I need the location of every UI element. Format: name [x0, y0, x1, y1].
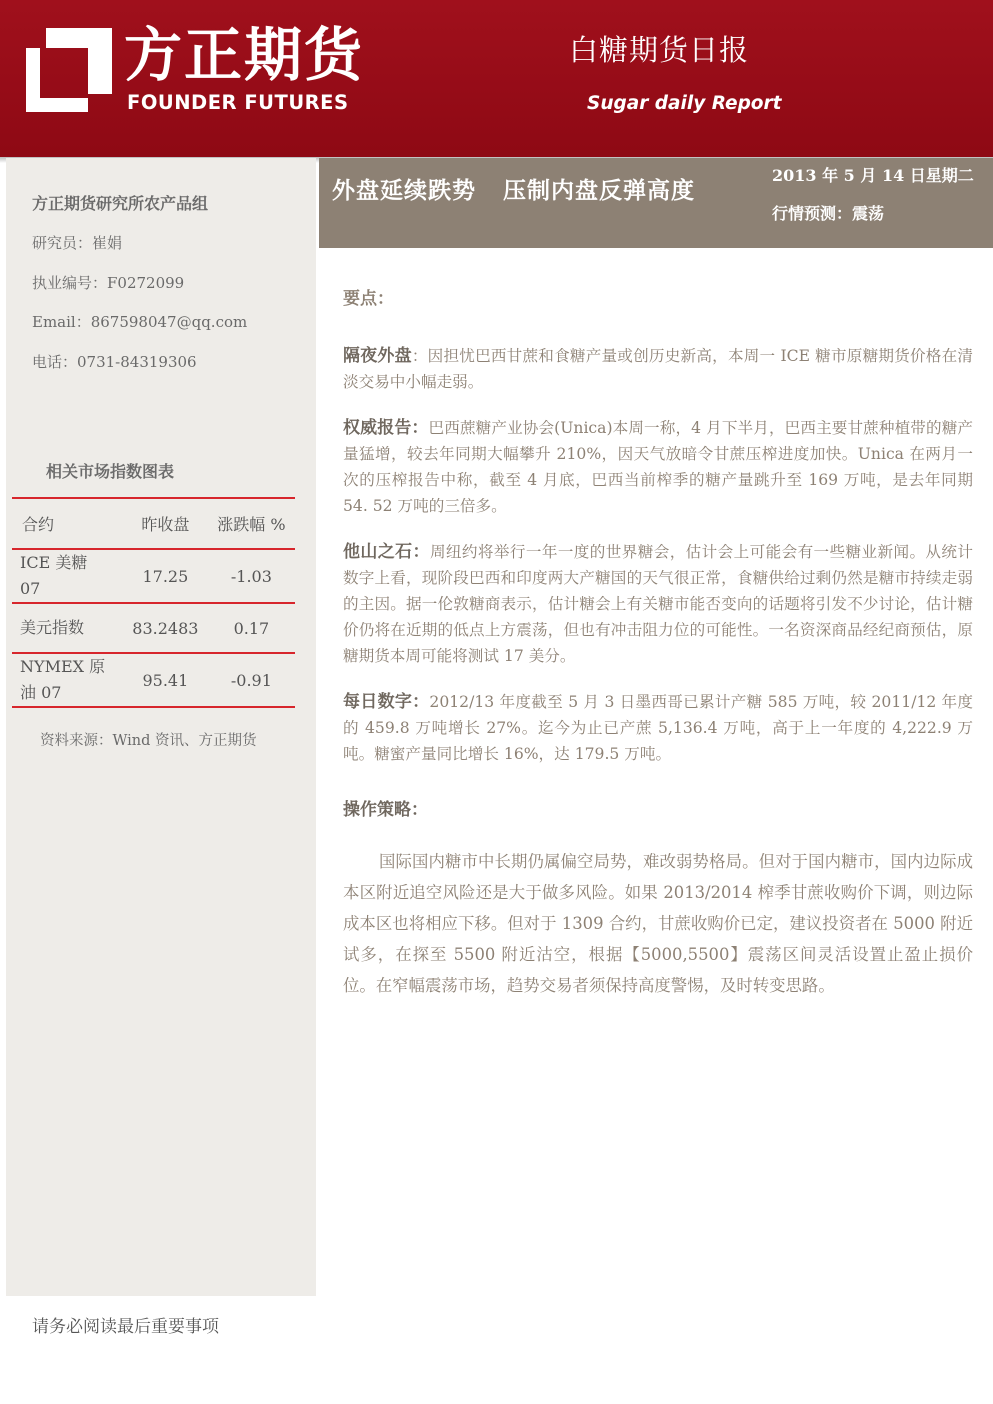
paragraph-outside-view	[343, 539, 973, 669]
paragraph-report	[343, 415, 973, 519]
main-content	[343, 284, 973, 1001]
sidebar	[6, 158, 316, 1296]
license-number: 执业编号：F0272099	[32, 274, 185, 292]
report-title-cn: 白糖期货日报	[569, 33, 750, 67]
index-table	[12, 497, 295, 708]
department: 方正期货研究所农产品组	[32, 194, 209, 213]
market-forecast: 行情预测：震荡	[772, 204, 885, 223]
analyst: 研究员：崔娟	[32, 234, 123, 252]
headline: 外盘延续跌势 压制内盘反弹高度	[332, 177, 696, 204]
paragraph-lead: 隔夜外盘	[343, 346, 412, 366]
row-change: -1.03	[208, 549, 295, 603]
title-bar	[319, 158, 993, 248]
col-header-contract: 合约	[12, 498, 123, 549]
row-close: 17.25	[123, 549, 208, 603]
row-contract	[12, 653, 123, 707]
index-table-title: 相关市场指数图表	[46, 462, 175, 481]
report-header	[0, 0, 993, 160]
phone: 电话：0731-84319306	[32, 353, 197, 371]
col-header-close: 昨收盘	[123, 498, 208, 549]
company-name-cn: 方正期货	[124, 21, 365, 89]
paragraph-text: 巴西蔗糖产业协会(Unica)本周一称，4 月下半月，巴西主要甘蔗种植带的糖产量猛增，较去年同期大幅攀升 210%，因天气放暗令甘蔗压榨进度加快。Unica 在两月一次的压榨报告中称，截至 4 月底，巴西当前榨季的糖产量跳升至 169 万吨，是去年同期 54. 52 万吨的三倍多。	[343, 419, 973, 515]
paragraph-overnight	[343, 343, 973, 395]
paragraph-lead: 权威报告：	[343, 418, 429, 438]
contract-name: NYMEX 原	[20, 657, 106, 676]
paragraph-lead: 每日数字：	[343, 692, 430, 712]
contract-name-cont: 07	[20, 579, 41, 598]
row-change: -0.91	[208, 653, 295, 707]
row-change: 0.17	[208, 603, 295, 653]
strategy-text: 国际国内糖市中长期仍属偏空局势，难改弱势格局。但对于国内糖市，国内边际成本区附近追空风险还是大于做多风险。如果 2013/2014 榨季甘蔗收购价下调，则边际成本区也将相应下移。但对于 1309 合约，甘蔗收购价已定，建议投资者在 5000 附近试多，在探至 5500 附近沽空，根据【5000,5500】震荡区间灵活设置止盈止损价位。在窄幅震荡市场，趋势交易者须保持高度警惕，及时转变思路。	[343, 852, 973, 995]
table-header-row	[12, 498, 295, 549]
company-name-en: FOUNDER FUTURES	[127, 91, 349, 114]
row-close: 83.2483	[123, 603, 208, 653]
paragraph-lead: 他山之石：	[343, 542, 430, 562]
paragraph-text: 2012/13 年度截至 5 月 3 日墨西哥已累计产糖 585 万吨，较 2011/12 年度的 459.8 万吨增长 27%。迄今为止已产蔗 5,136.4 万吨，高于上一年度的 4,222.9 万吨。糖蜜产量同比增长 16%，达 179.5 万吨。	[343, 693, 974, 763]
col-header-change: 涨跌幅 %	[208, 498, 295, 549]
data-source: 资料来源：Wind 资讯、方正期货	[40, 733, 257, 749]
paragraph-text: ：因担忧巴西甘蔗和食糖产量或创历史新高，本周一 ICE 糖市原糖期货价格在清淡交易中小幅走弱。	[343, 347, 973, 391]
table-row	[12, 549, 295, 603]
strategy-heading: 操作策略：	[343, 800, 428, 820]
table-row	[12, 603, 295, 653]
paragraph-text: 周纽约将举行一年一度的世界糖会，估计会上可能会有一些糖业新闻。从统计数字上看，现阶段巴西和印度两大产糖国的天气很正常，食糖供给过剩仍然是糖市持续走弱的主因。据一伦敦糖商表示，估计糖会上有关糖市能否变向的话题将引发不少讨论，估计糖价仍将在近期的低点上方震荡，但也有冲击阻力位的可能性。一名资深商品经纪商预估，原糖期货本周可能将测试 17 美分。	[343, 543, 973, 665]
row-contract: 美元指数	[12, 603, 123, 653]
row-close: 95.41	[123, 653, 208, 707]
founder-logo-icon	[26, 28, 112, 112]
email[interactable]: Email：867598047@qq.com	[32, 313, 248, 331]
paragraph-daily-figures	[343, 689, 973, 767]
keypoints-heading: 要点：	[343, 289, 394, 309]
contract-name-cont: 油 07	[20, 683, 62, 702]
row-contract	[12, 549, 123, 603]
footer-notice: 请务必阅读最后重要事项	[32, 1317, 219, 1337]
table-row	[12, 653, 295, 707]
report-date: 2013 年 5 月 14 日星期二	[772, 166, 974, 185]
report-title-en: Sugar daily Report	[587, 93, 782, 114]
contract-name: ICE 美糖	[20, 553, 88, 572]
